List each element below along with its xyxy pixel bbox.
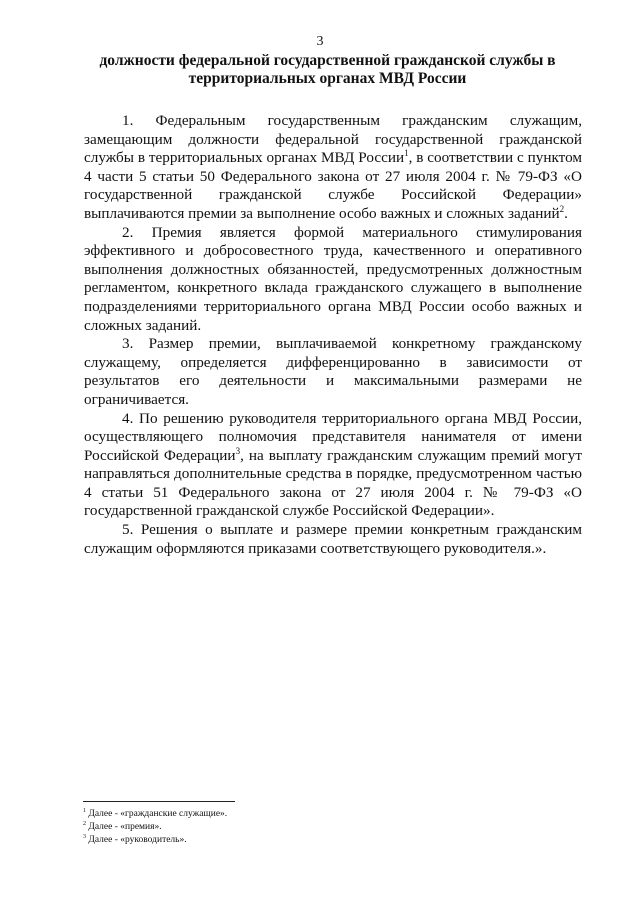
paragraph-4-text-a: 4. По решению руководителя территориального органа МВД России, осуществляющего полномочия представителя нанимателя от имени Российской Федерации: [84, 409, 582, 464]
paragraph-3: 3. Размер премии, выплачиваемой конкретному гражданскому служащему, определяется дифференцированно в зависимости от результатов его деятельности и максимальными размерами не ограничивается.: [84, 335, 582, 408]
paragraph-1-text-b: , в соответствии с пунктом 4 части 5 статьи 50 Федерального закона от 27 июля 2004 г. № 79-ФЗ «О государственной гражданской службе Российской Федерации» выплачиваются премии за выполнение особо важных и сложных заданий: [84, 149, 583, 222]
footnote-1-text: Далее - «гражданские служащие».: [88, 809, 228, 819]
paragraph-1-text-a: 1. Федеральным государственным гражданским служащим, замещающим должности федеральной государственной гражданской службы в территориальных органах МВД России: [84, 112, 582, 167]
footnote-3: [83, 834, 227, 847]
document-title: должности федеральной государственной гражданской службы в территориальных органах МВД России: [99, 52, 556, 87]
footnote-ref-3: 3: [235, 445, 241, 456]
paragraph-4-text-b: , на выплату гражданским служащим премий могут направляться дополнительные средства в порядке, предусмотренном частью 4 статьи 51 Федерального закона от 27 июля 2004 г. № 79-ФЗ «О государственной гражданской службе Российской Федерации».: [84, 446, 582, 520]
footnote-3-number: 3: [83, 833, 86, 840]
footnote-1: [83, 808, 227, 821]
footnote-3-text: Далее - «руководитель».: [88, 835, 187, 845]
page-number: 3: [316, 34, 324, 49]
paragraph-5: 5. Решения о выплате и размере премии конкретным гражданским служащим оформляются приказами соответствующего руководителя.».: [84, 521, 582, 557]
footnote-2-number: 2: [83, 820, 86, 827]
footnote-ref-2: 2: [559, 203, 565, 214]
paragraph-4: [84, 410, 582, 522]
footnote-2-text: Далее - «премия».: [88, 822, 162, 832]
paragraph-2: 2. Премия является формой материального стимулирования эффективного и добросовестного труда, качественного и оперативного выполнения должностных обязанностей, предусмотренных должностным регламентом, конкретного вклада гражданского служащего в выполнение подразделениями территориального органа МВД России особо важных и сложных заданий.: [84, 223, 582, 334]
footnote-1-number: 1: [83, 807, 86, 814]
paragraph-1-text-c: .: [564, 204, 568, 222]
footnote-ref-1: 1: [404, 148, 409, 159]
footnotes: [83, 808, 227, 847]
document-body: [84, 112, 582, 558]
footnote-divider: [83, 801, 235, 802]
paragraph-1: [84, 112, 582, 224]
footnote-2: [83, 821, 227, 834]
